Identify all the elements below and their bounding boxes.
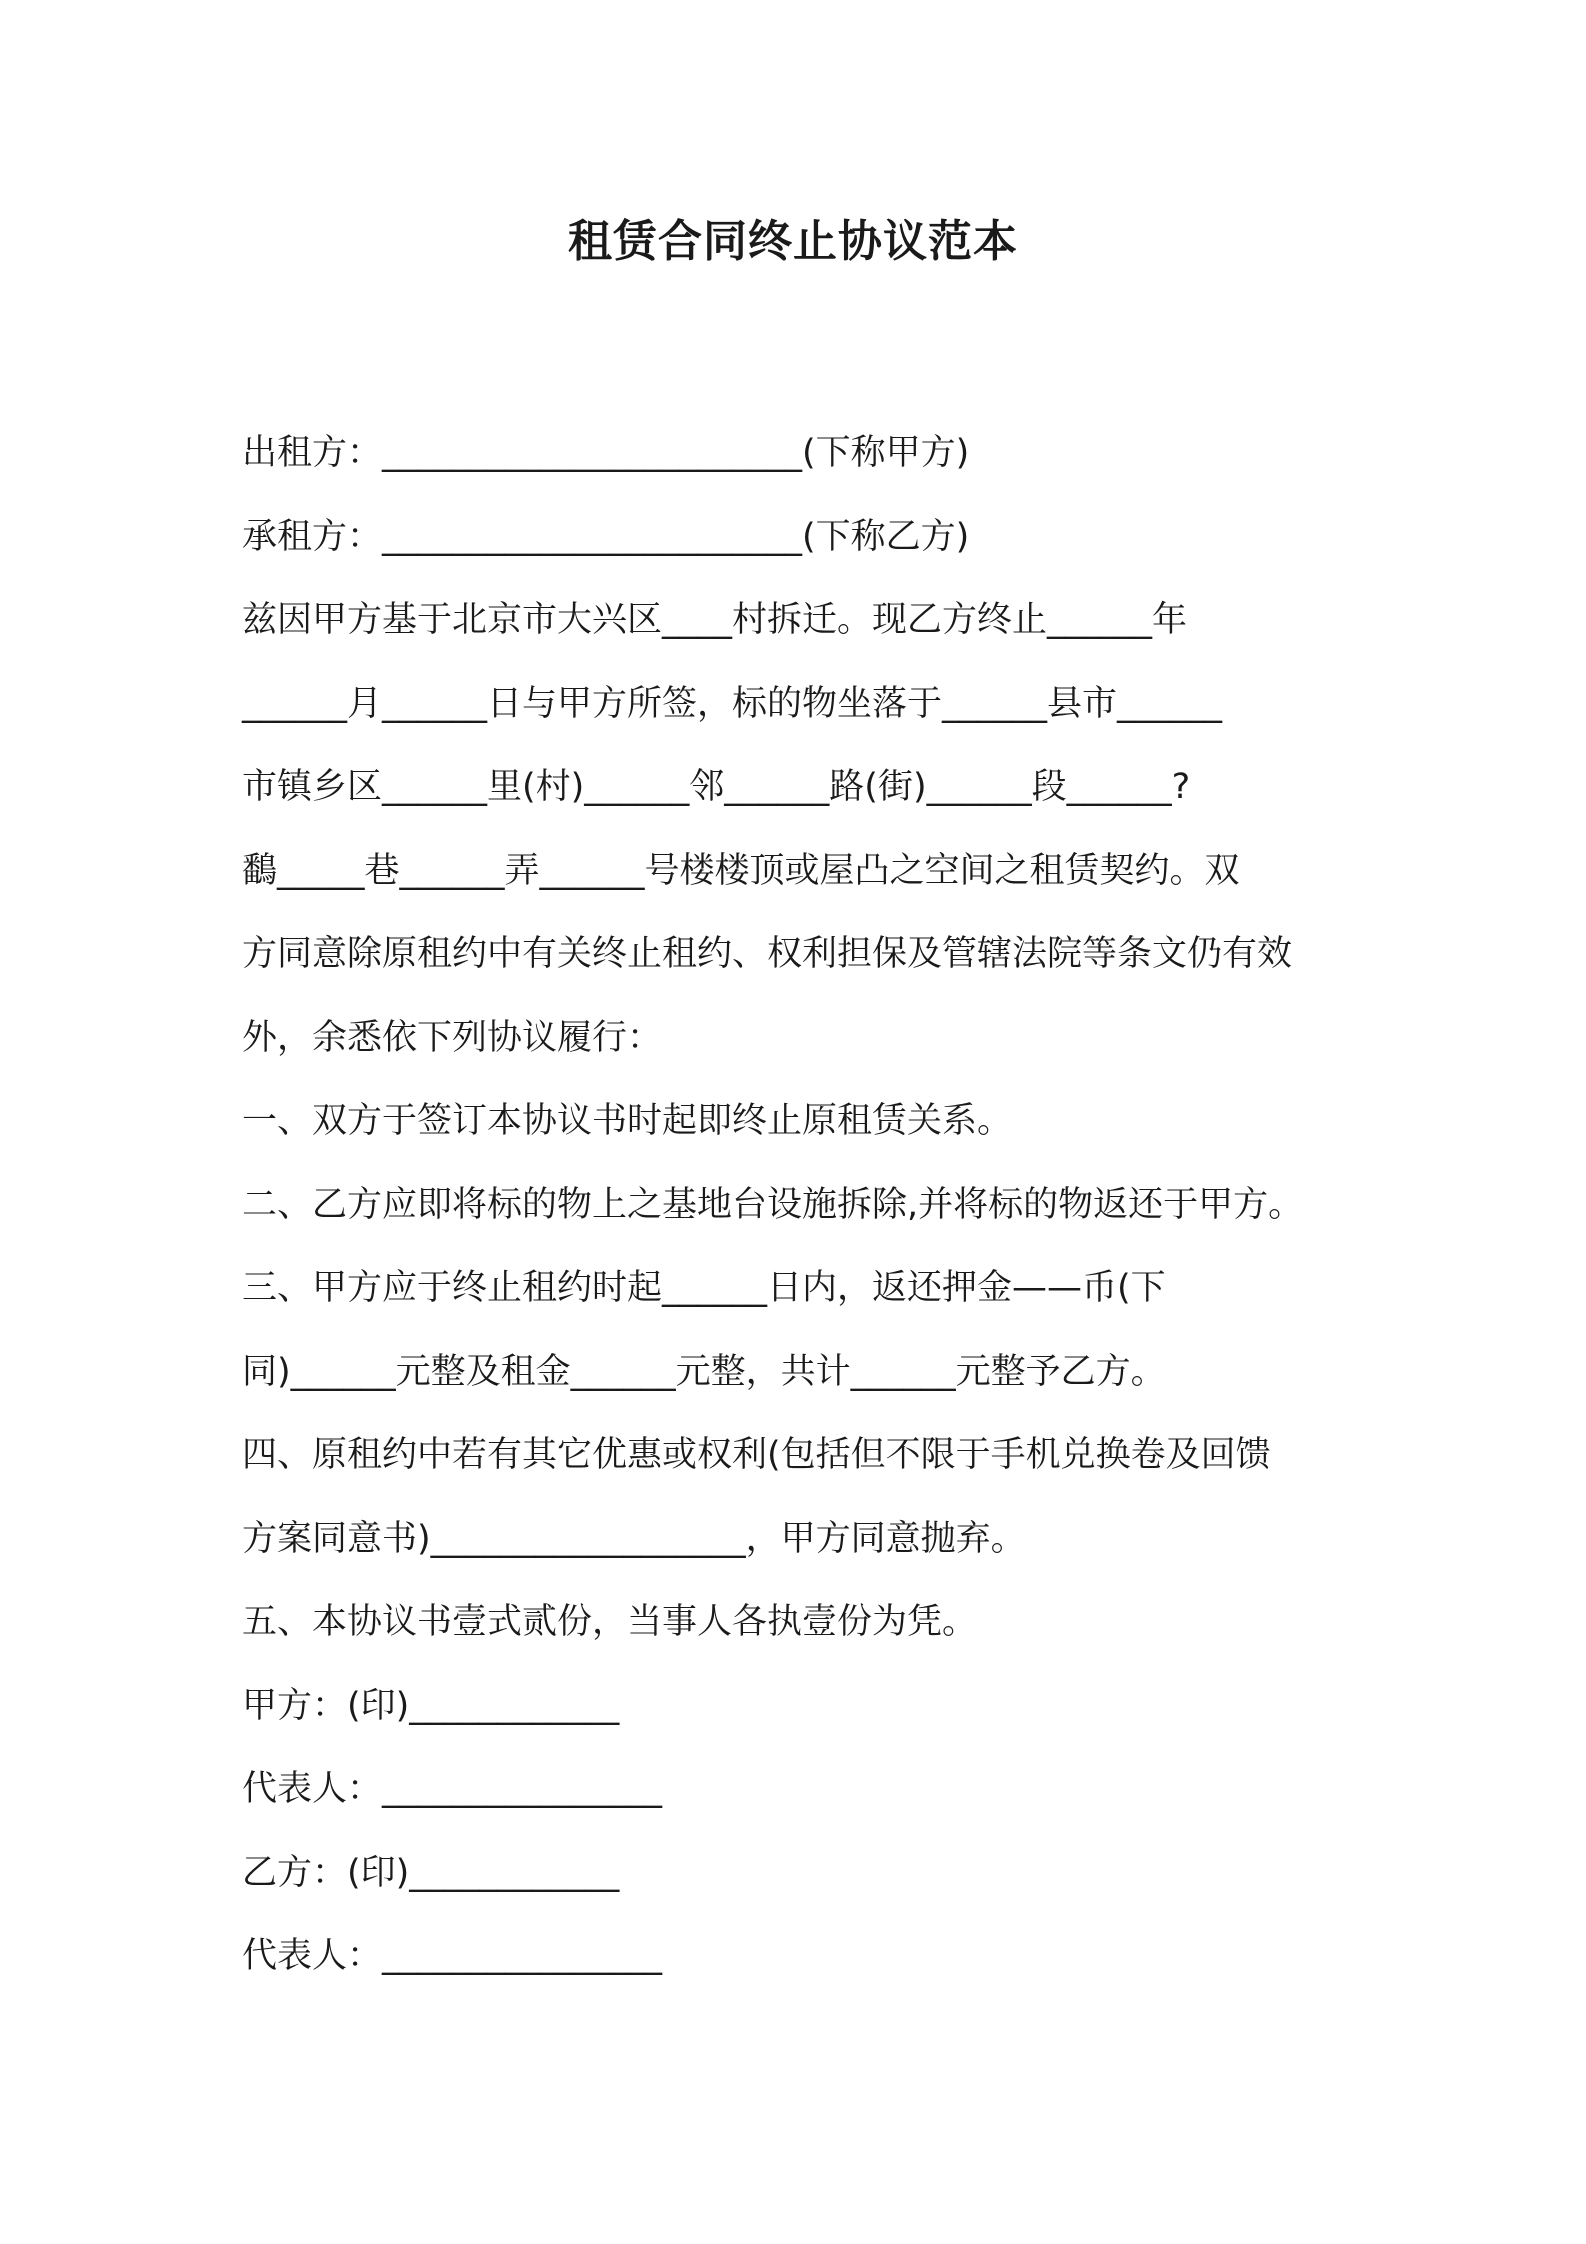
clause-3: 三、甲方应于终止租约时起______日内，返还押金——币(下 (242, 1268, 1166, 1308)
preamble-line: 鷭_____巷______弄______号楼楼顶或屋凸之空间之租赁契约。双 (242, 850, 1240, 891)
preamble-line: 兹因甲方基于北京市大兴区____村拆迁。现乙方终止______年 (242, 600, 1188, 640)
clause-4: 方案同意书)__________________，甲方同意抛弃。 (242, 1518, 1026, 1559)
party-a-seal-line: 甲方：(印)____________ (242, 1685, 620, 1726)
lessee-line: 承租方：________________________(下称乙方) (242, 516, 970, 557)
clause-1: 一、双方于签订本协议书时起即终止原租赁关系。 (242, 1101, 1013, 1141)
clause-5: 五、本协议书壹式贰份，当事人各执壹份为凭。 (242, 1602, 978, 1642)
party-a-representative-line: 代表人：________________ (242, 1769, 663, 1809)
document-body (242, 412, 1372, 1999)
clause-3: 同)______元整及租金______元整，共计______元整予乙方。 (242, 1351, 1166, 1392)
clause-4: 四、原租约中若有其它优惠或权利(包括但不限于手机兑换卷及回馈 (242, 1435, 1271, 1475)
preamble-line: ______月______日与甲方所签，标的物坐落于______县市______ (242, 683, 1223, 724)
party-b-seal-line: 乙方：(印)____________ (242, 1852, 620, 1893)
clause-2: 二、乙方应即将标的物上之基地台设施拆除,并将标的物返还于甲方。 (242, 1184, 1304, 1225)
preamble-line: 市镇乡区______里(村)______邻______路(街)______段______? (242, 767, 1191, 807)
document-title: 租赁合同终止协议范本 (568, 216, 1018, 267)
party-b-representative-line: 代表人：________________ (242, 1936, 663, 1976)
preamble-line: 外，余悉依下列协议履行： (242, 1017, 663, 1058)
preamble-line: 方同意除原租约中有关终止租约、权利担保及管辖法院等条文仍有效 (242, 934, 1293, 974)
lessor-line: 出租方：________________________(下称甲方) (242, 433, 970, 473)
